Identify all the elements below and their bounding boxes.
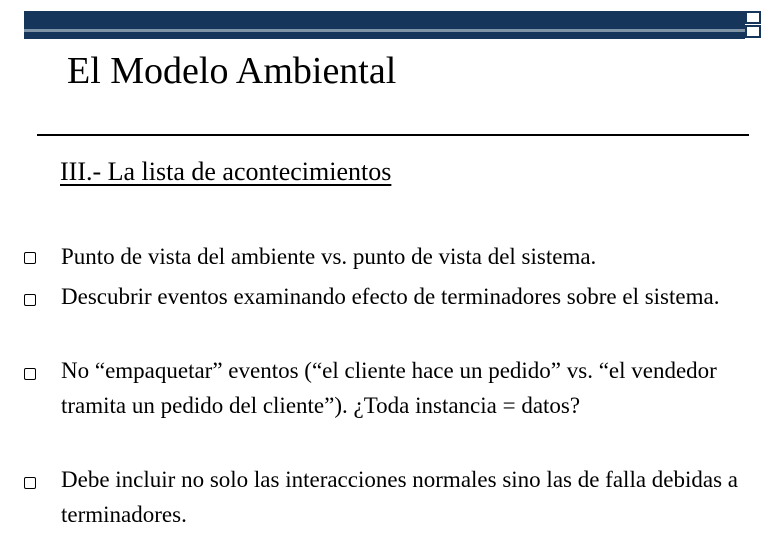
hollow-square-icon — [24, 364, 36, 384]
hollow-square-icon — [24, 473, 36, 493]
bullet-item: No “empaquetar” eventos (“el cliente hace un pedido” vs. “el vendedor tramita un pedido del cliente”). ¿Toda instancia = datos? — [61, 358, 717, 418]
corner-square-icon — [745, 11, 761, 24]
header-bar — [24, 11, 745, 39]
bullet-item: Punto de vista del ambiente vs. punto de vista del sistema. — [61, 244, 597, 269]
hollow-square-icon — [24, 248, 36, 268]
bullet-item: Descubrir eventos examinando efecto de terminadores sobre el sistema. — [61, 284, 720, 309]
corner-square-icon — [745, 25, 761, 38]
title-divider — [37, 134, 749, 136]
slide-subtitle: III.- La lista de acontecimientos — [60, 157, 392, 186]
bullet-item: Debe incluir no solo las interacciones normales sino las de falla debidas a terminadores. — [61, 467, 739, 527]
hollow-square-icon — [24, 290, 36, 310]
header-stripe — [24, 29, 745, 32]
slide-title: El Modelo Ambiental — [67, 50, 397, 92]
